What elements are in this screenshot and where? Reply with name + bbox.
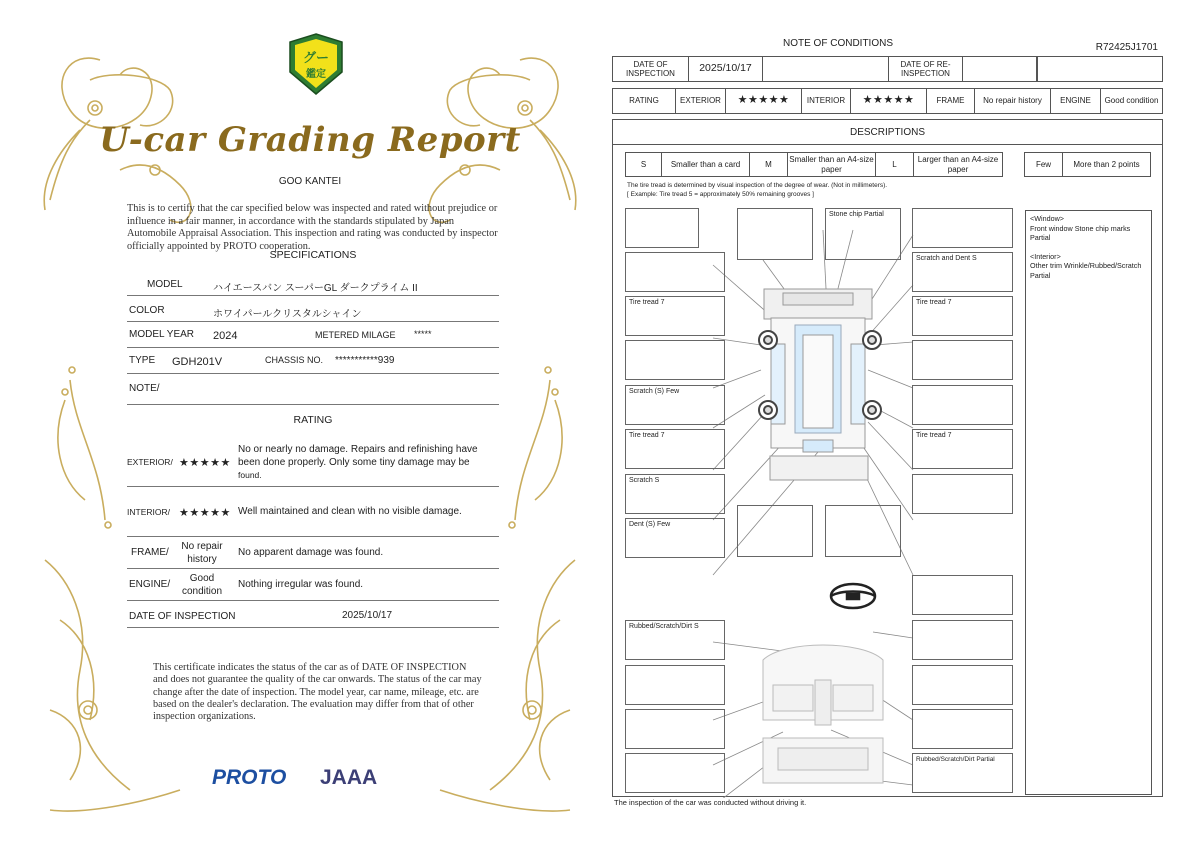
window-text: Front window Stone chip marks Partial: [1030, 223, 1131, 242]
chassis-label: CHASSIS NO.: [265, 355, 324, 365]
intro-text: This is to certify that the car specified below was inspected and rated without prejudice or influence in a fair manner, in accordance with the standards stipulated by Japan Automobile Appraisal Association. This inspection and rating was conducted by inspector officially appointed by PROTO cooperation.: [127, 203, 498, 252]
legend-s-desc: Smaller than a card: [662, 153, 750, 176]
model-row: [127, 270, 499, 296]
color-row: [127, 296, 499, 322]
desc-box-rubbed-s: Rubbed/Scratch/Dirt S: [625, 620, 725, 660]
jaaa-logo: JAAA: [320, 766, 378, 789]
legend-l: L: [876, 153, 914, 176]
frame-label: FRAME/: [131, 547, 169, 558]
steering-wheel-icon: [831, 584, 875, 608]
model-year-row: [127, 322, 499, 348]
tire-note-line-1: The tire tread is determined by visual inspection of the degree of wear. (Not in millimeters).: [627, 182, 888, 189]
desc-box-left-4: [625, 340, 725, 380]
desc-box-interior-right-3: [912, 709, 1013, 749]
date-reinspection-value: [963, 57, 1037, 81]
exterior-description: No or nearly no damage. Repairs and refinishing have been done properly. Only some tiny damage may be found.: [238, 444, 478, 480]
model-label: MODEL: [147, 279, 183, 290]
date-row: [127, 601, 499, 628]
desc-box-front-left-2: [625, 252, 725, 292]
interior-stars: ★★★★★: [851, 89, 927, 113]
interior-label: INTERIOR: [802, 89, 851, 113]
engine-label: ENGINE/: [129, 579, 171, 590]
desc-box-interior-left-4: [625, 753, 725, 793]
inspection-dates-table: [612, 56, 1163, 82]
note-of-conditions: [612, 36, 1164, 816]
date-inspection-label: DATE OF INSPECTION: [613, 57, 689, 81]
frame-label: FRAME: [927, 89, 975, 113]
milage-value: *****: [414, 329, 432, 339]
certificate-disclaimer: This certificate indicates the status of the car as of DATE OF INSPECTION and does not guarantee the quality of the car onwards. The status of the car may change after the date of inspection. The model year, car name, mileage, etc. are based on the dealer's declaration. The evaluation may differ from that of other inspection organizations.: [153, 662, 482, 723]
desc-box-right-5: [912, 385, 1013, 425]
frame-value: No repair history: [181, 541, 223, 565]
exterior-stars: ★★★★★: [179, 457, 231, 469]
desc-box-front-left-1: [625, 208, 699, 248]
note-title: NOTE OF CONDITIONS: [783, 38, 893, 49]
desc-box-right-7: [912, 474, 1013, 514]
tire-note-line-2: [ Example: Tire tread 5 = approximately 50% remaining grooves ]: [627, 190, 814, 198]
date-value: 2025/10/17: [342, 610, 393, 621]
car-top-view: [764, 289, 872, 480]
desc-box-stone-chip: Stone chip Partial: [825, 208, 901, 260]
exterior-stars: ★★★★★: [726, 89, 802, 113]
interior-heading: <Interior>: [1030, 251, 1061, 261]
date-inspection-blank: [763, 57, 889, 81]
report-title: U-car Grading Report: [99, 120, 521, 160]
desc-box-top-middle: [737, 208, 813, 260]
desc-box-interior-left-2: [625, 665, 725, 705]
logos: [212, 766, 412, 796]
color-label: COLOR: [129, 305, 165, 316]
desc-box-scratch-few: Scratch (S) Few: [625, 385, 725, 425]
note-row: [127, 374, 499, 405]
legend-few-desc: More than 2 points: [1073, 159, 1140, 169]
desc-box-interior-right-2: [912, 665, 1013, 705]
desc-box-scratch-s: Scratch S: [625, 474, 725, 514]
interior-text: Other trim Wrinkle/Rubbed/Scratch Partial: [1030, 261, 1142, 280]
engine-label: ENGINE: [1051, 89, 1101, 113]
descriptions-box: [612, 119, 1163, 797]
svg-text:鑑定: 鑑定: [306, 69, 326, 80]
frame-description: No apparent damage was found.: [238, 547, 384, 558]
engine-value: Good condition: [1104, 96, 1159, 106]
engine-rating-row: [127, 569, 499, 601]
desc-box-bottom-middle-1: [737, 505, 813, 557]
date-reinspection-label: DATE OF RE-INSPECTION: [889, 57, 963, 81]
desc-box-rubbed-partial: Rubbed/Scratch/Dirt Partial: [912, 753, 1013, 793]
frame-rating-row: [127, 537, 499, 569]
type-value: GDH201V: [172, 356, 223, 368]
date-reinspection-blank: [1037, 57, 1038, 81]
descriptions-heading: DESCRIPTIONS: [613, 120, 1162, 145]
desc-box-interior-left-3: [625, 709, 725, 749]
model-value: ハイエースバン スーパーGL ダークプライム II: [213, 283, 418, 294]
model-year-label: MODEL YEAR: [129, 329, 195, 340]
note-label: NOTE/: [129, 383, 160, 394]
interior-label: INTERIOR/: [127, 507, 170, 517]
legend-few: Few: [1025, 153, 1063, 176]
chassis-value: ***********939: [335, 355, 395, 366]
desc-box-bottom-middle-2: [825, 505, 901, 557]
engine-value: Good condition: [181, 573, 223, 597]
window-interior-notes: [1025, 210, 1152, 795]
model-year-value: 2024: [213, 330, 238, 342]
proto-logo: PROTO: [212, 766, 287, 789]
exterior-label: EXTERIOR/: [127, 457, 173, 467]
desc-box-steering: [912, 575, 1013, 615]
specifications-heading: SPECIFICATIONS: [269, 249, 357, 261]
svg-text:グー: グー: [302, 51, 330, 66]
desc-box-scratch-dent: Scratch and Dent S: [912, 252, 1013, 292]
report-subtitle: GOO KANTEI: [278, 176, 342, 187]
desc-box-tire-fl: Tire tread 7: [625, 296, 725, 336]
goo-kantei-badge-icon: [287, 32, 345, 96]
interior-stars: ★★★★★: [179, 507, 231, 519]
inspection-footnote: The inspection of the car was conducted without driving it.: [614, 798, 807, 807]
desc-box-right-4: [912, 340, 1013, 380]
desc-box-dent-few: Dent (S) Few: [625, 518, 725, 558]
type-row: [127, 348, 499, 374]
rating-table: [612, 88, 1163, 114]
engine-description: Nothing irregular was found.: [238, 579, 364, 590]
interior-rating-row: [127, 487, 499, 537]
type-label: TYPE: [129, 355, 156, 366]
color-value: ホワイパールクリスタルシャイン: [213, 309, 362, 320]
rating-heading: RATING: [293, 414, 333, 426]
desc-box-front-right-1: [912, 208, 1013, 248]
interior-description: Well maintained and clean with no visible damage.: [238, 506, 462, 517]
legend-s: S: [626, 153, 662, 176]
desc-box-tire-fr: Tire tread 7: [912, 296, 1013, 336]
exterior-label: EXTERIOR: [676, 89, 726, 113]
milage-label: METERED MILAGE: [315, 330, 396, 340]
legend-m: M: [750, 153, 788, 176]
rating-label: RATING: [613, 89, 676, 113]
date-inspection-value: 2025/10/17: [689, 57, 763, 81]
legend-l-desc: Larger than an A4-size paper: [917, 155, 999, 174]
frame-value: No repair history: [975, 89, 1051, 113]
exterior-rating-row: [127, 436, 499, 487]
window-heading: <Window>: [1030, 214, 1064, 223]
desc-box-interior-right-1: [912, 620, 1013, 660]
desc-box-tire-rr: Tire tread 7: [912, 429, 1013, 469]
report-id: R72425J1701: [1095, 42, 1158, 53]
legend-m-desc: Smaller than an A4-size paper: [788, 153, 876, 176]
date-label: DATE OF INSPECTION: [129, 611, 236, 622]
grading-certificate: [30, 20, 590, 830]
desc-box-tire-rl: Tire tread 7: [625, 429, 725, 469]
car-interior-view: [763, 645, 883, 783]
